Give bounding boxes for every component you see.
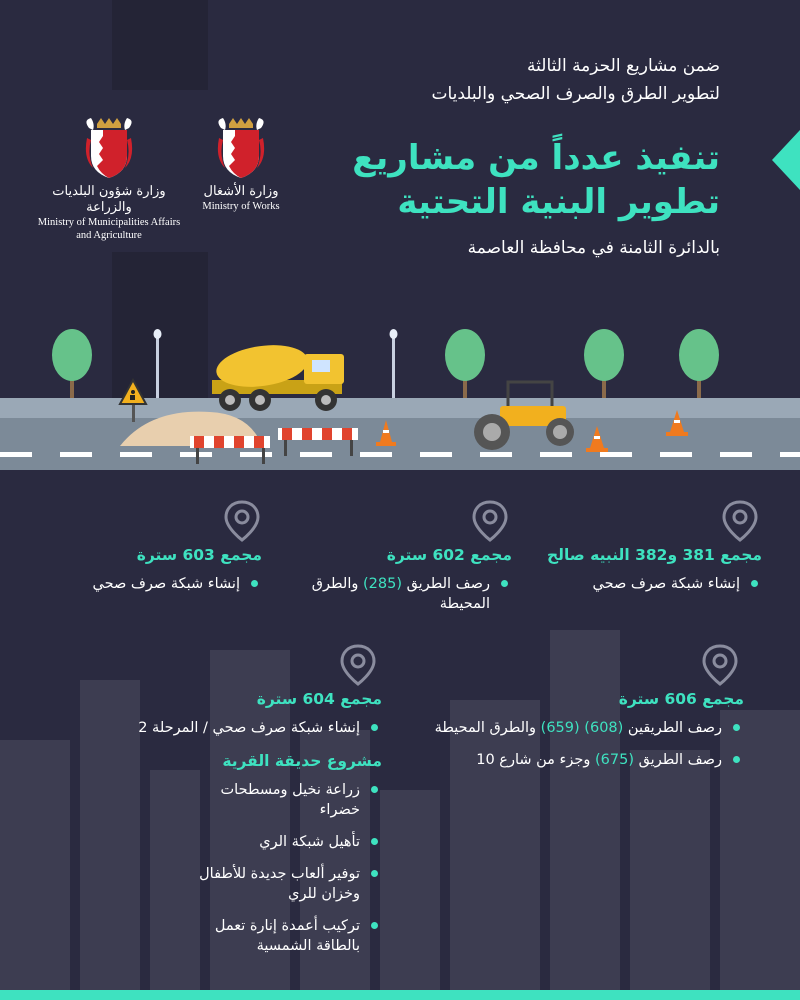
tree-icon <box>584 329 624 400</box>
road-number: (659) <box>540 720 580 736</box>
location-pin-icon <box>468 498 512 542</box>
ministry-municipalities-logo <box>34 118 184 242</box>
item-text: تركيب أعمدة إنارة تعمل بالطاقة الشمسية <box>214 918 360 954</box>
project-title: مجمع 603 سترة <box>136 546 262 564</box>
list-item <box>32 574 262 594</box>
ministry-works-arabic-name: وزارة الأشغال <box>203 184 279 199</box>
item-text: إنشاء شبكة صرف صحي <box>592 576 740 592</box>
item-text-part: والطرق المحيطة <box>311 576 490 612</box>
intro-text <box>300 52 720 108</box>
item-text: إنشاء شبكة صرف صحي / المرحلة 2 <box>138 720 360 736</box>
tree-icon <box>52 329 92 400</box>
location-pin-icon <box>336 642 380 686</box>
list-item <box>42 718 382 738</box>
location-pin-icon <box>220 498 264 542</box>
tree-icon <box>445 329 485 400</box>
project-block-604 <box>42 688 382 968</box>
list-item <box>182 780 382 820</box>
ministry-municipalities-english-name-line1: Ministry of Municipalities Affairs <box>37 217 181 228</box>
tree-icon <box>679 329 719 400</box>
street-lamp-icon <box>154 329 162 400</box>
location-pin-icon <box>718 498 762 542</box>
list-item <box>424 750 744 770</box>
bullet-icon <box>751 580 758 587</box>
sub-project-items <box>182 780 382 956</box>
bullet-icon <box>733 724 740 731</box>
intro-line-1: ضمن مشاريع الحزمة الثالثة <box>527 56 720 76</box>
road-number: (608) <box>584 720 624 736</box>
list-item <box>182 864 382 904</box>
project-items <box>282 574 512 614</box>
footer-accent-bar <box>0 990 800 1000</box>
item-text: تأهيل شبكة الري <box>259 834 360 850</box>
project-block-381-382 <box>522 544 762 606</box>
district-subtitle: بالدائرة الثامنة في محافظة العاصمة <box>467 238 720 258</box>
list-item <box>182 916 382 956</box>
bullet-icon <box>371 786 378 793</box>
item-text: إنشاء شبكة صرف صحي <box>92 576 240 592</box>
item-text: توفير ألعاب جديدة للأطفال وخزان للري <box>199 866 360 902</box>
project-items <box>42 718 382 738</box>
bullet-icon <box>371 838 378 845</box>
accent-arrow-shape <box>772 130 800 190</box>
background-building-top <box>112 0 208 90</box>
intro-line-2: لتطوير الطرق والصرف الصحي والبلديات <box>431 84 720 104</box>
sub-project-title: مشروع حديقة القرية <box>222 752 382 770</box>
road-number: (285) <box>362 576 402 592</box>
street-lamp-icon <box>390 329 398 400</box>
ministry-works-english-name: Ministry of Works <box>202 201 280 212</box>
ministry-municipalities-arabic-name: وزارة شؤون البلديات والزراعة <box>52 184 166 215</box>
ministry-municipalities-english-name-line2: and Agriculture <box>76 230 142 241</box>
bullet-icon <box>251 580 258 587</box>
project-block-606 <box>424 688 744 782</box>
list-item <box>424 718 744 738</box>
project-title: مجمع 606 سترة <box>618 690 744 708</box>
project-items <box>32 574 262 594</box>
location-pin-icon <box>698 642 742 686</box>
item-text-part: وجزء من شارع 10 <box>476 752 595 768</box>
bullet-icon <box>501 580 508 587</box>
bullet-icon <box>371 724 378 731</box>
project-block-602 <box>282 544 512 626</box>
bullet-icon <box>371 922 378 929</box>
list-item <box>182 832 382 852</box>
item-text <box>435 720 722 736</box>
project-items <box>522 574 762 594</box>
item-text <box>312 576 490 612</box>
headline-line-1: تنفيذ عدداً من مشاريع <box>352 138 720 178</box>
list-item <box>282 574 512 614</box>
list-item <box>522 574 762 594</box>
bullet-icon <box>371 870 378 877</box>
road-construction-illustration <box>0 300 800 475</box>
project-items <box>424 718 744 770</box>
project-title: مجمع 602 سترة <box>386 546 512 564</box>
project-block-603 <box>32 544 262 606</box>
bullet-icon <box>733 756 740 763</box>
headline <box>260 136 720 224</box>
project-title: مجمع 381 و382 النبيه صالح <box>546 546 762 564</box>
item-text: زراعة نخيل ومسطحات خضراء <box>220 782 360 818</box>
project-title: مجمع 604 سترة <box>256 690 382 708</box>
item-text-part: رصف الطريق <box>401 576 490 592</box>
road-number: (675) <box>594 752 634 768</box>
item-text-part: رصف الطريق <box>633 752 722 768</box>
bahrain-emblem-icon <box>83 118 135 180</box>
item-text-part: والطرق المحيطة <box>434 720 541 736</box>
headline-line-2: تطوير البنية التحتية <box>397 182 720 222</box>
item-text <box>476 752 722 768</box>
item-text-part: رصف الطريقين <box>623 720 722 736</box>
